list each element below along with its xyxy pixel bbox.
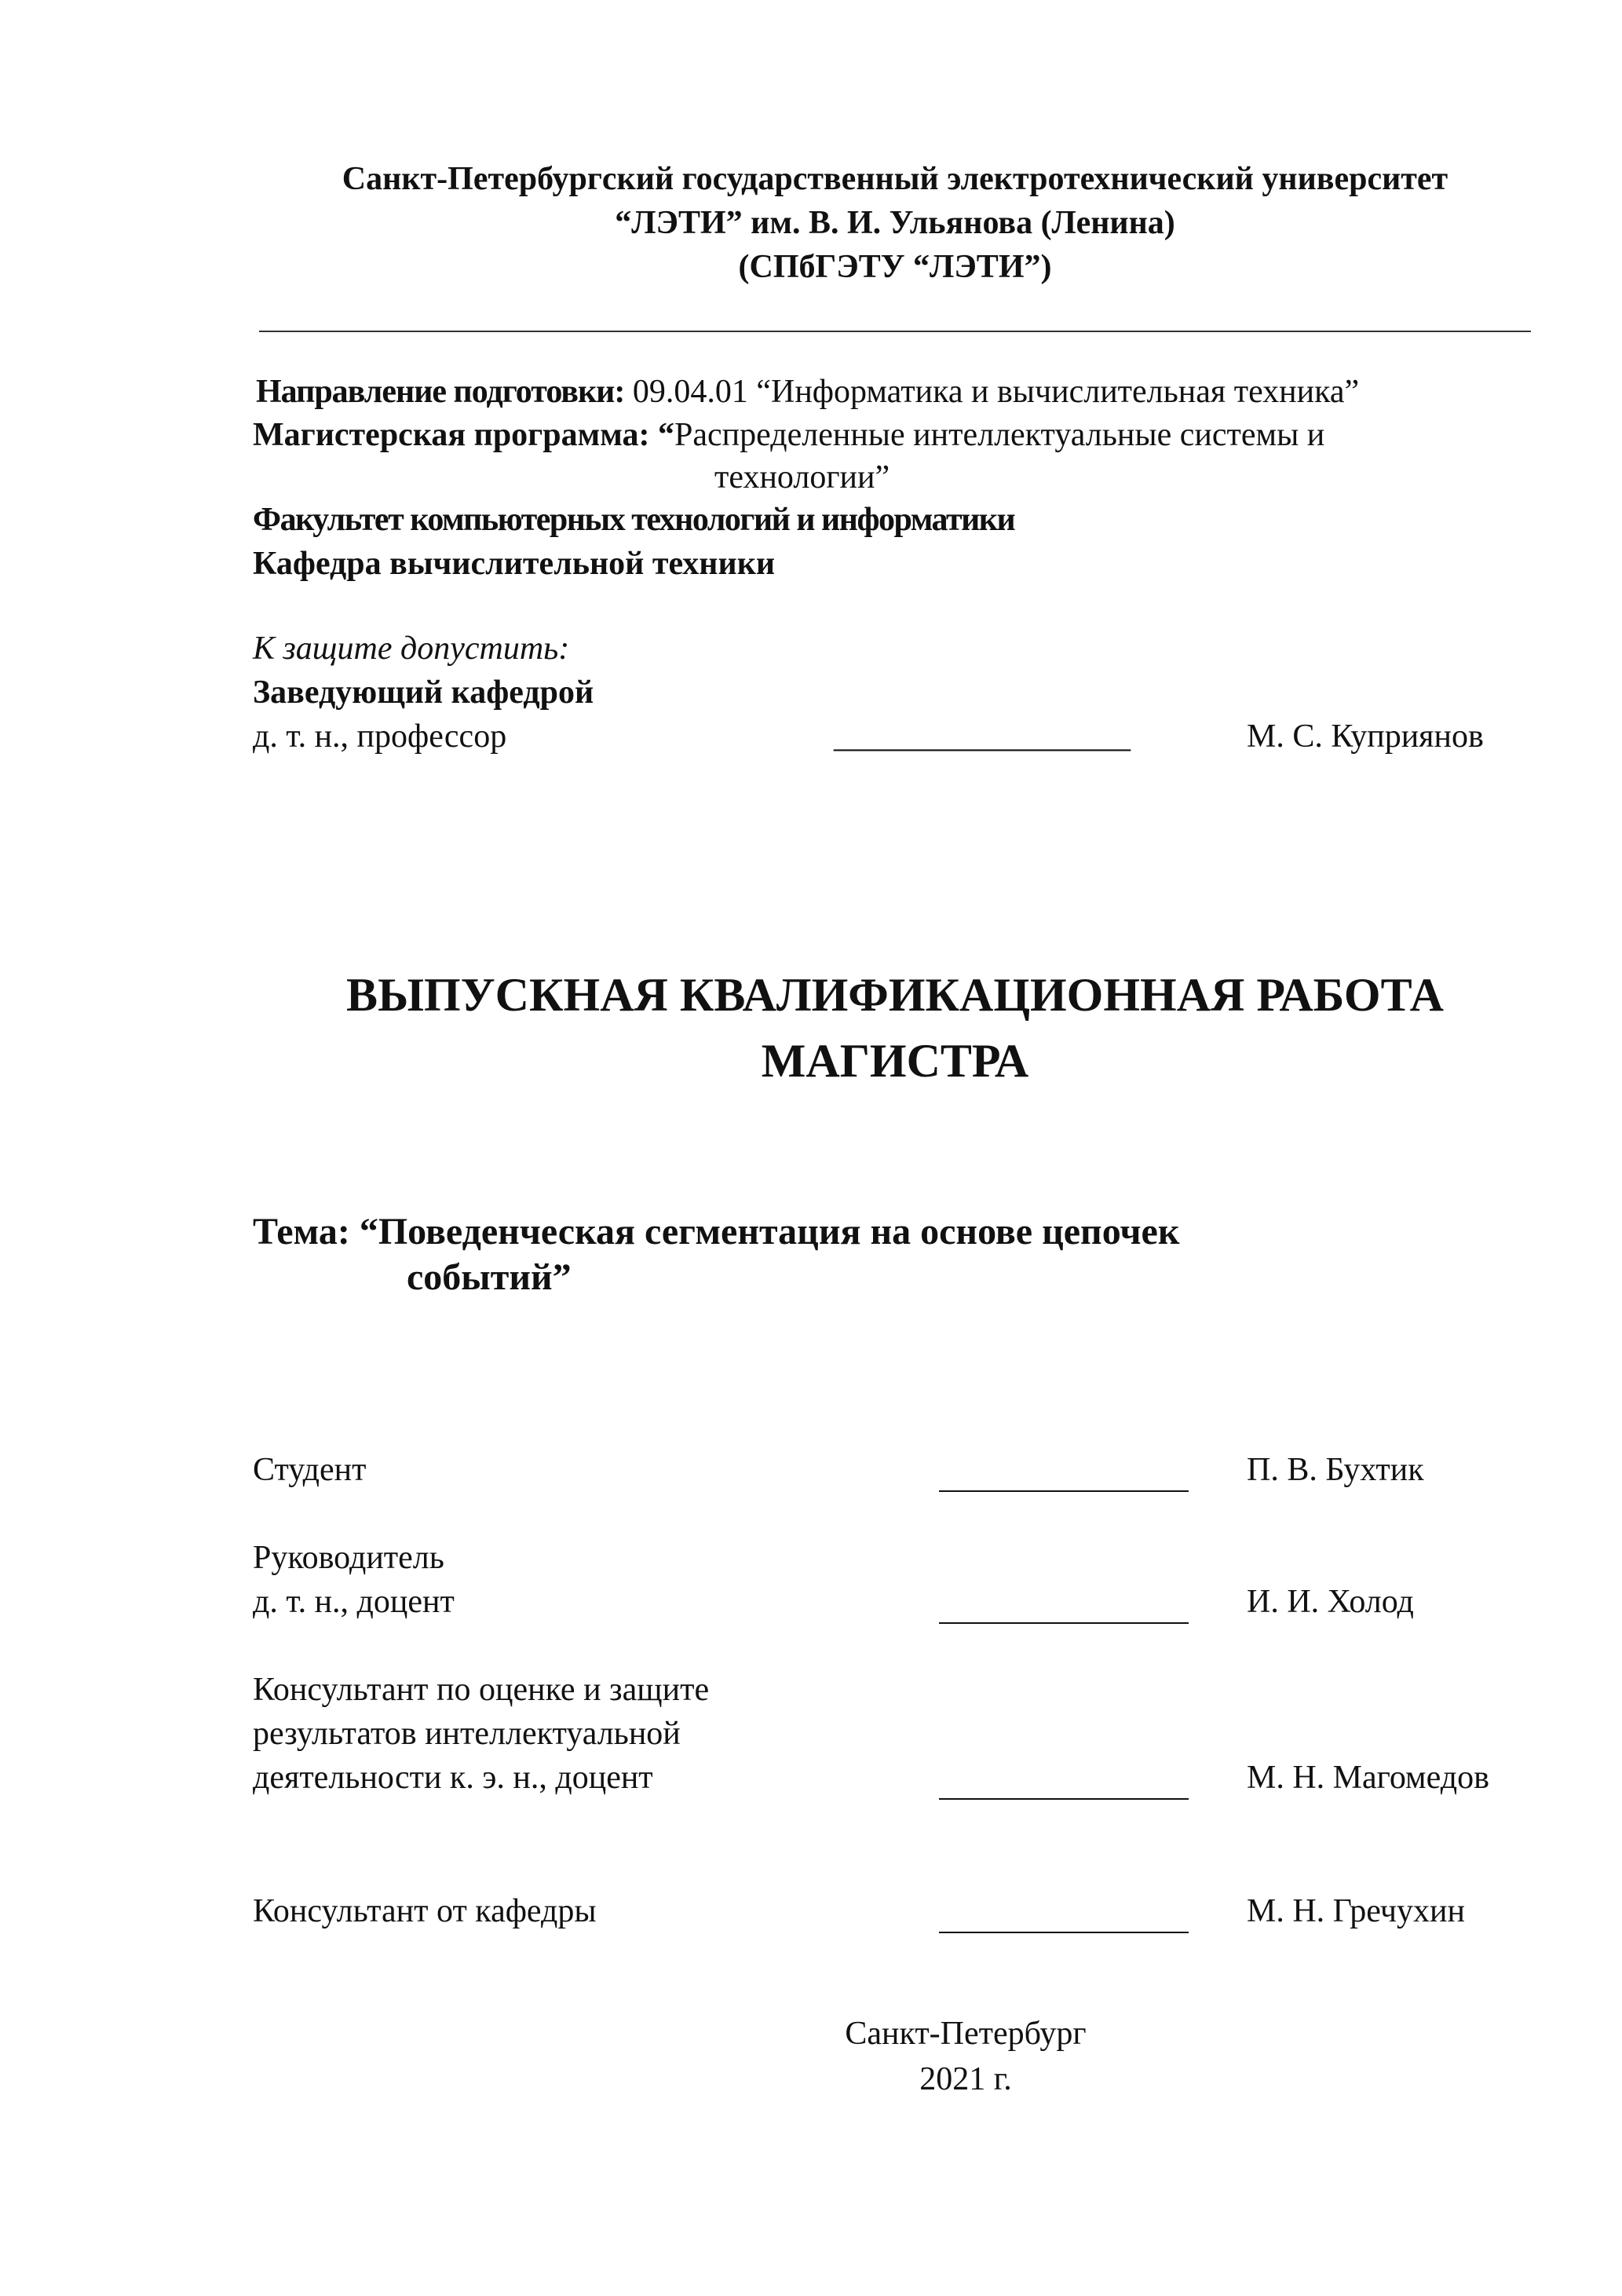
direction-value: 09.04.01 “Информатика и вычислительная техника” <box>624 374 1360 410</box>
footer-year: 2021 г. <box>919 2061 1012 2097</box>
supervisor-name: И. И. Холод <box>1247 1584 1414 1620</box>
student-label: Студент <box>253 1452 367 1488</box>
faculty: Факультет компьютерных технологий и информатики <box>253 502 1015 538</box>
head-of-department-degree: д. т. н., профессор <box>253 718 507 755</box>
head-of-department-title: Заведующий кафедрой <box>253 675 594 711</box>
head-signature-line: __________________ <box>834 718 1131 755</box>
master-program-row <box>253 415 1324 455</box>
university-honorific: “ЛЭТИ” им. В. И. Ульянова (Ленина) <box>615 205 1175 241</box>
consultant-ip-signature-line <box>939 1798 1189 1800</box>
university-abbreviation: (СПбГЭТУ “ЛЭТИ”) <box>738 249 1052 285</box>
consultant-dept-signature-line <box>939 1932 1189 1933</box>
head-of-department-name: М. С. Куприянов <box>1247 718 1484 755</box>
master-program-value: Распределенные интеллектуальные системы и <box>674 417 1325 453</box>
direction-row <box>256 371 1359 412</box>
supervisor-label: Руководитель <box>253 1540 444 1576</box>
consultant-dept-name: М. Н. Гречухин <box>1247 1893 1465 1929</box>
theme-line2: событий” <box>407 1256 572 1298</box>
master-program-continuation: технологии” <box>714 459 890 495</box>
supervisor-signature-line <box>939 1622 1189 1624</box>
permit-label: К защите допустить: <box>253 631 570 667</box>
master-program-label: Магистерская программа: “ <box>253 417 675 453</box>
work-title-line2: МАГИСТРА <box>761 1035 1029 1087</box>
consultant-dept-label: Консультант от кафедры <box>253 1893 597 1929</box>
work-title-line1: ВЫПУСКНАЯ КВАЛИФИКАЦИОННАЯ РАБОТА <box>346 969 1444 1021</box>
consultant-ip-label-line2: результатов интеллектуальной <box>253 1716 681 1752</box>
consultant-ip-label-line3: деятельности к. э. н., доцент <box>253 1760 653 1796</box>
university-name: Санкт-Петербургский государственный электротехнический университет <box>342 161 1448 197</box>
theme-line1: Тема: “Поведенческая сегментация на основе цепочек <box>253 1211 1180 1252</box>
department: Кафедра вычислительной техники <box>253 546 776 582</box>
student-name: П. В. Бухтик <box>1247 1452 1424 1488</box>
supervisor-degree: д. т. н., доцент <box>253 1584 455 1620</box>
direction-label: Направление подготовки: <box>256 374 625 410</box>
header-divider <box>259 331 1531 332</box>
consultant-ip-label-line1: Консультант по оценке и защите <box>253 1672 710 1708</box>
consultant-ip-name: М. Н. Магомедов <box>1247 1760 1489 1796</box>
student-signature-line <box>939 1490 1189 1492</box>
footer-city: Санкт-Петербург <box>845 2016 1087 2052</box>
